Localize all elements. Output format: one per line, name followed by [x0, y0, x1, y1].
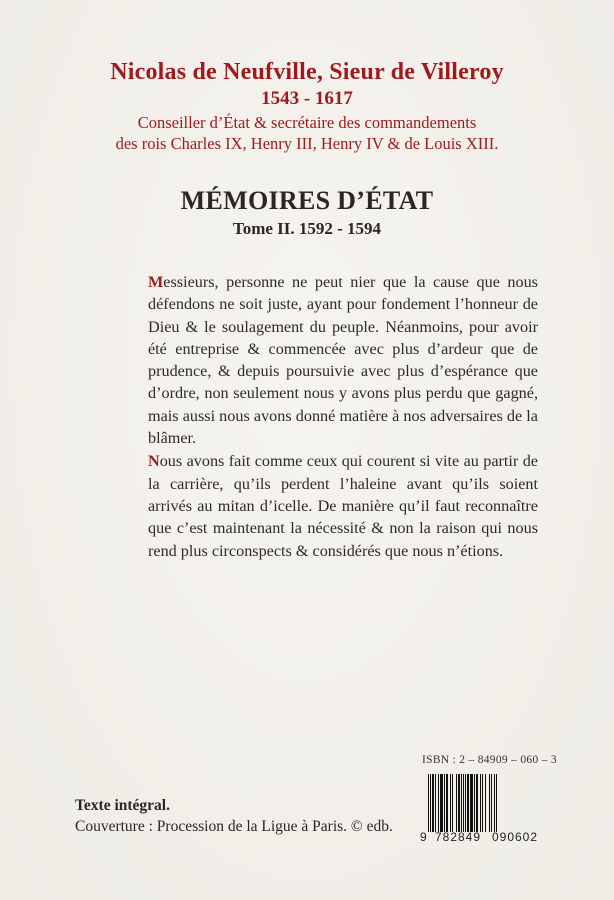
barcode-digit-group-2: 090602 [491, 830, 539, 844]
author-header [0, 58, 614, 154]
footer-full-text: Texte intégral. [75, 797, 170, 814]
book-title-block [0, 186, 614, 240]
barcode-digits [420, 830, 546, 844]
barcode-digit-group-1: 782849 [434, 830, 482, 844]
book-title: MÉMOIRES D’ÉTAT [180, 186, 434, 215]
isbn-label: ISBN : 2 – 84909 – 060 – 3 [422, 754, 557, 766]
excerpt-paragraph-2 [148, 450, 538, 561]
excerpt-initial-2: N [148, 452, 160, 471]
author-dates: 1543 - 1617 [261, 88, 353, 109]
author-role-line-1: Conseiller d’État & secrétaire des commandements [137, 113, 477, 132]
barcode-digit-prefix: 9 [420, 830, 427, 844]
book-volume: Tome II. 1592 - 1594 [232, 219, 382, 238]
author-role-line-2: des rois Charles IX, Henry III, Henry IV & de Louis XIII. [115, 134, 499, 153]
barcode-bars [428, 774, 544, 832]
excerpt-paragraph-1 [148, 271, 538, 449]
excerpt-text-1: essieurs, personne ne peut nier que la cause que nous défendons ne soit juste, ayant pour fondement l’honneur de Dieu & le soulagement du peuple. Néanmoins, pour avoir été entreprise & commencée avec plus d’ardeur que de prudence, & depuis poursuivie avec plus d’espérance que d’ordre, non seulement nous y avons plus perdu que gagné, mais aussi nous avons donné matière à nos adversaires de la blâmer. [148, 273, 538, 448]
footer-notes [75, 795, 393, 837]
excerpt-text-2: ous avons fait comme ceux qui courent si vite au partir de la carrière, qu’ils perdent l’haleine avant qu’ils soient arrivés au mitan d’icelle. De manière qu’il faut reconnaître que c’est maintenant la nécessité & non la raison qui nous rend plus circonspects & considérés que nous n’étions. [148, 452, 538, 560]
footer-cover-credit: Couverture : Procession de la Ligue à Paris. © edb. [75, 818, 393, 835]
excerpt-initial-1: M [148, 273, 164, 291]
author-name: Nicolas de Neufville, Sieur de Villeroy [110, 59, 504, 85]
barcode-stripe [497, 774, 498, 832]
barcode [420, 772, 546, 850]
excerpt [148, 271, 538, 562]
